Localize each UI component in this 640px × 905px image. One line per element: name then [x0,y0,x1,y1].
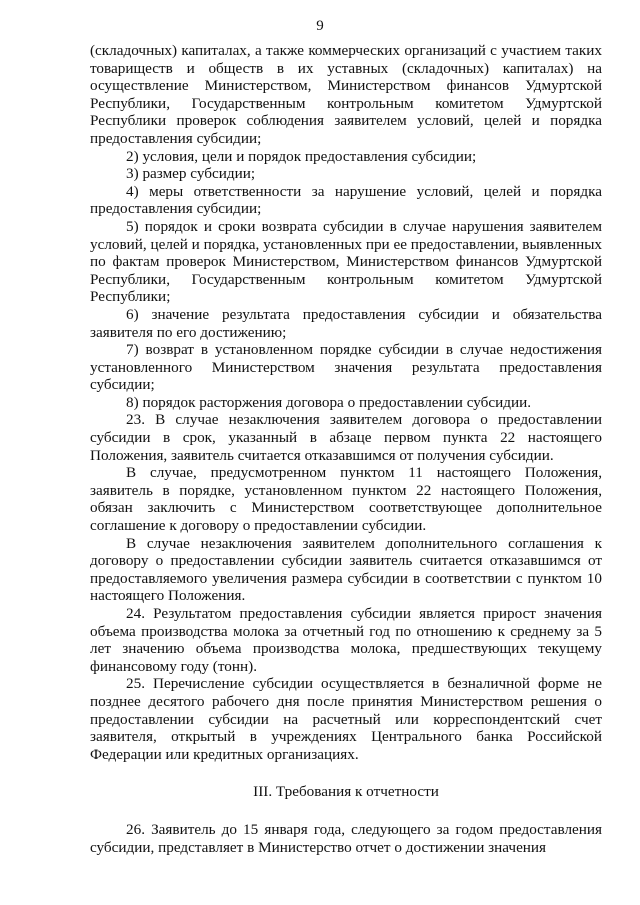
clause-25: 25. Перечисление субсидии осуществляется в безналичной форме не позднее десятого рабочего дня после принятия Министерством решения о предоставлении субсидии на расчетный или корреспондентский счет заявителя, открытый в учреждениях Центрального банка Российской Федерации или кредитных организациях. [90,675,602,763]
section-heading: III. Требования к отчетности [253,783,439,801]
list-item-6: 6) значение результата предоставления субсидии и обязательства заявителя по его достижению; [90,305,602,341]
list-item-8: 8) порядок расторжения договора о предоставлении субсидии. [126,393,532,411]
clause-24: 24. Результатом предоставления субсидии является прирост значения объема производства молока за отчетный год по отношению к среднему за 5 лет значению объема производства молока, предшествующих текущему финансовому году (тонн). [90,605,602,675]
page-number: 9 [316,18,324,34]
paragraph-continuation: (складочных) капиталах, а также коммерческих организаций с участием таких товариществ и обществ в их уставных (складочных) капиталах) на осуществление Министерством, Министерством финансов Удмуртской Республики, Государственным контрольным комитетом Удмуртской Республики проверок соблюдения заявителем условий, целей и порядка предоставления субсидии; [90,42,602,147]
document-body [90,42,602,856]
list-item-5: 5) порядок и сроки возврата субсидии в случае нарушения заявителем условий, целей и порядка, установленных при ее предоставлении, выявленных по фактам проверок Министерством, Министерством финансов Удмуртской Республики, Государственным контрольным комитетом Удмуртской Республики; [90,217,602,306]
list-item-3: 3) размер субсидии; [126,165,256,183]
clause-23: 23. В случае незаключения заявителем договора о предоставлении субсидии в срок, указанный в абзаце первом пункта 22 настоящего Положения, заявитель считается отказавшимся от получения субсидии. [90,411,602,464]
list-item-4: 4) меры ответственности за нарушение условий, целей и порядка предоставления субсидии; [90,182,602,218]
list-item-7: 7) возврат в установленном порядке субсидии в случае недостижения установленного Министерством значения результата предоставления субсидии; [90,341,602,394]
clause-23-paragraph-2: В случае, предусмотренном пунктом 11 настоящего Положения, заявитель в порядке, установленном пунктом 22 настоящего Положения, обязан заключить с Министерством соответствующее дополнительное соглашение к договору о предоставлении субсидии. [90,464,602,535]
clause-23-paragraph-3: В случае незаключения заявителем дополнительного соглашения к договору о предоставлении субсидии заявитель считается отказавшимся от предоставляемого увеличения размера субсидии в соответствии с пунктом 10 настоящего Положения. [90,534,602,605]
clause-26: 26. Заявитель до 15 января года, следующего за годом предоставления субсидии, представляет в Министерство отчет о достижении значения [90,820,602,856]
list-item-2: 2) условия, цели и порядок предоставления субсидии; [126,147,477,165]
